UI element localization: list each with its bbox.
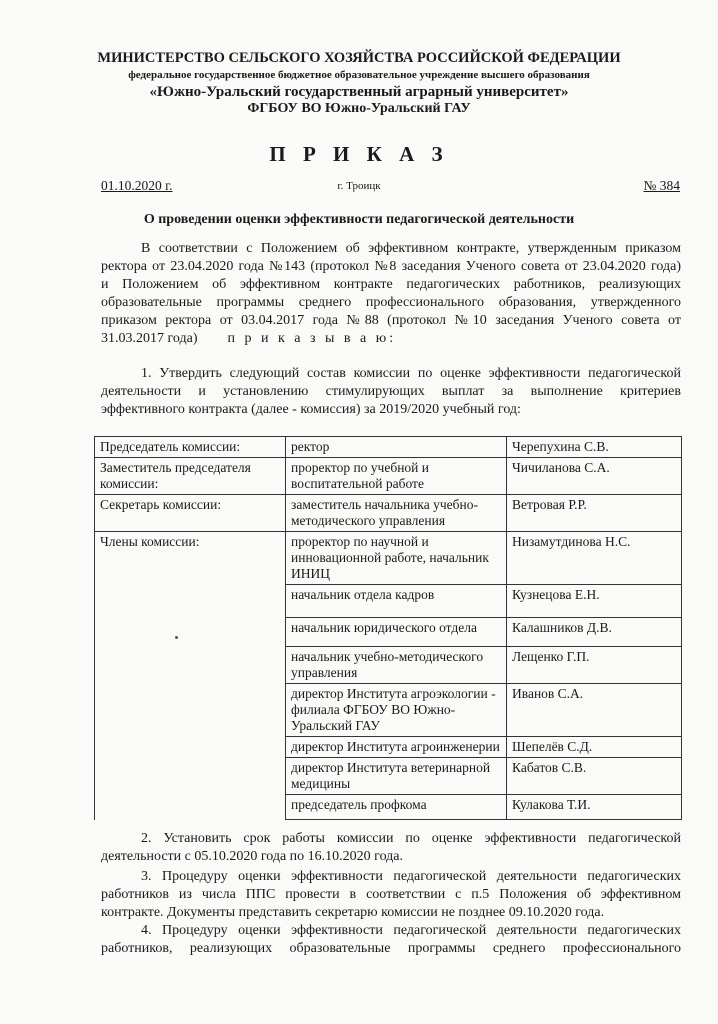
role-cell: Заместитель председателя комиссии:	[95, 458, 286, 495]
table-row	[95, 532, 682, 585]
scan-speck	[175, 636, 178, 639]
text-line: 31.03.2017 года)	[101, 331, 198, 346]
ministry-heading: МИНИСТЕРСТВО СЕЛЬСКОГО ХОЗЯЙСТВА РОССИЙСКОЙ ФЕДЕРАЦИИ	[97, 50, 621, 66]
role-cell: Члены комиссии:	[95, 532, 286, 820]
text-line: деятельности и установлению стимулирующих выплат за выполнение критериев	[101, 384, 681, 399]
name-cell: Кулакова Т.И.	[507, 795, 682, 820]
position-cell: директор Института ветеринарной медицины	[286, 758, 507, 795]
position-cell: ректор	[286, 437, 507, 458]
preamble-paragraph	[101, 240, 681, 330]
position-cell: начальник отдела кадров	[286, 585, 507, 618]
name-cell: Калашников Д.В.	[507, 618, 682, 647]
position-cell: проректор по научной и инновационной работе, начальник ИНИЦ	[286, 532, 507, 585]
position-cell: проректор по учебной и воспитательной работе	[286, 458, 507, 495]
text-line: приказом ректора от 03.04.2017 года №88 (протокол №10 заседания Ученого совета от	[101, 313, 681, 328]
preamble-last-line	[101, 330, 681, 348]
university-name: «Южно-Уральский государственный аграрный университет»	[149, 84, 569, 100]
order-date: 01.10.2020 г.	[101, 178, 173, 193]
position-cell: председатель профкома	[286, 795, 507, 820]
role-cell: Председатель комиссии:	[95, 437, 286, 458]
item-2-paragraph	[101, 830, 681, 866]
text-line: и Положением об эффективном контракте педагогических работников, реализующих	[101, 277, 681, 292]
text-line: работников, реализующих образовательные программы среднего профессионального	[101, 941, 681, 956]
name-cell: Иванов С.А.	[507, 684, 682, 737]
table-row	[95, 458, 682, 495]
text-line: 3. Процедуру оценки эффективности педагогической деятельности педагогических	[141, 869, 681, 884]
position-cell: начальник юридического отдела	[286, 618, 507, 647]
text-line: 2. Установить срок работы комиссии по оценке эффективности педагогической	[141, 831, 681, 846]
order-number: № 384	[643, 178, 680, 193]
text-line: эффективного контракта (далее - комиссия) за 2019/2020 учебный год:	[101, 402, 521, 417]
table-row	[95, 437, 682, 458]
table-row	[95, 495, 682, 532]
text-line: контракте. Документы представить секретарю комиссии не позднее 09.10.2020 года.	[101, 905, 605, 920]
commission-table	[94, 436, 682, 820]
name-cell: Лещенко Г.П.	[507, 647, 682, 684]
name-cell: Кузнецова Е.Н.	[507, 585, 682, 618]
name-cell: Кабатов С.В.	[507, 758, 682, 795]
institution-type: федеральное государственное бюджетное образовательное учреждение высшего образования	[128, 69, 590, 81]
university-short-name: ФГБОУ ВО Южно-Уральский ГАУ	[247, 101, 471, 116]
text-line: работников из числа ППС провести в соответствии с п.5 Положения об эффективном	[101, 887, 681, 902]
role-cell: Секретарь комиссии:	[95, 495, 286, 532]
item-3-paragraph	[101, 868, 681, 922]
order-city: г. Троицк	[337, 180, 381, 192]
position-cell: заместитель начальника учебно-методического управления	[286, 495, 507, 532]
item-4-paragraph	[101, 922, 681, 958]
text-line: 1. Утвердить следующий состав комиссии по оценке эффективности педагогической	[141, 366, 681, 381]
position-cell: директор Института агроинженерии	[286, 737, 507, 758]
text-line: 4. Процедуру оценки эффективности педагогической деятельности педагогических	[141, 923, 681, 938]
item-1-paragraph	[101, 365, 681, 419]
text-line: образовательные программы среднего профессионального образования, утвержденного	[101, 295, 681, 310]
order-word: п р и к а з ы в а ю:	[227, 331, 397, 346]
name-cell: Черепухина С.В.	[507, 437, 682, 458]
order-subject: О проведении оценки эффективности педагогической деятельности	[143, 212, 575, 227]
name-cell: Низамутдинова Н.С.	[507, 532, 682, 585]
name-cell: Ветровая Р.Р.	[507, 495, 682, 532]
document-title: П Р И К А З	[269, 142, 449, 166]
position-cell: начальник учебно-методического управления	[286, 647, 507, 684]
position-cell: директор Института агроэкологии - филиала ФГБОУ ВО Южно-Уральский ГАУ	[286, 684, 507, 737]
name-cell: Шепелёв С.Д.	[507, 737, 682, 758]
name-cell: Чичиланова С.А.	[507, 458, 682, 495]
text-line: В соответствии с Положением об эффективном контракте, утвержденным приказом	[141, 241, 681, 256]
text-line: ректора от 23.04.2020 года №143 (протокол №8 заседания Ученого совета от 23.04.2020 года)	[101, 259, 681, 274]
text-line: деятельности с 05.10.2020 года по 16.10.2020 года.	[101, 849, 404, 864]
